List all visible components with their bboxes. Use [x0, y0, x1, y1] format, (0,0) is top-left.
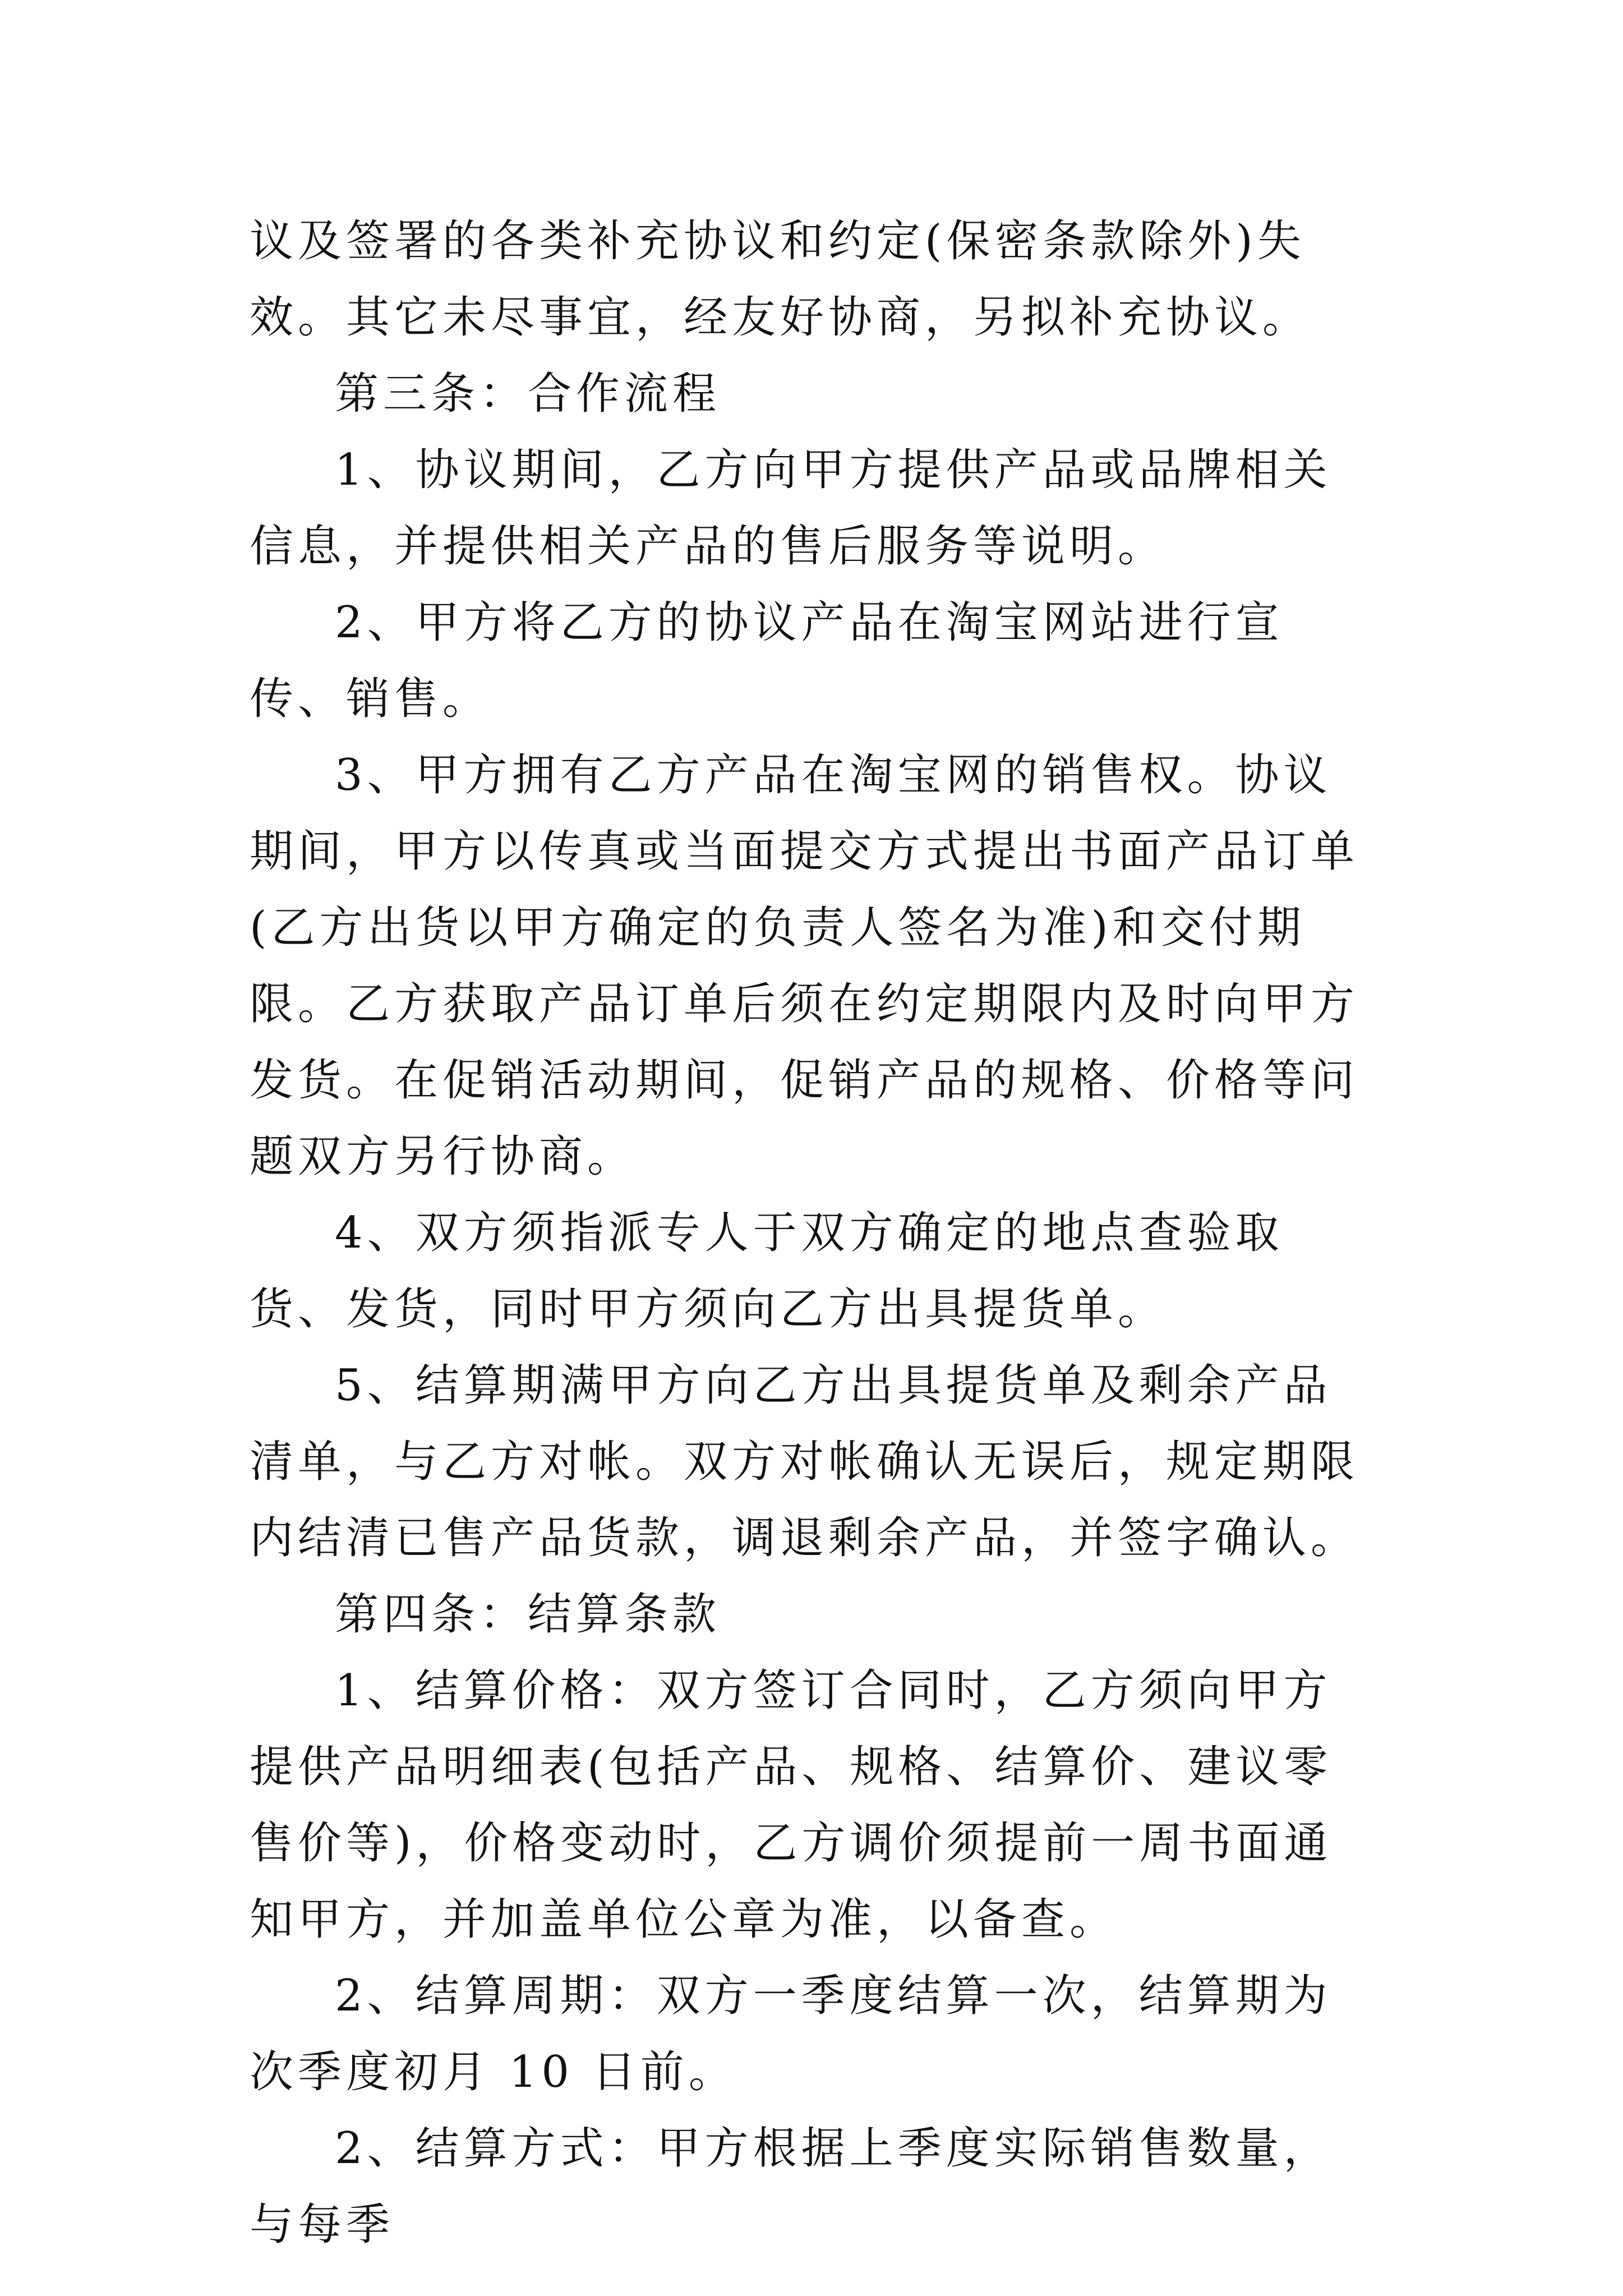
section-heading-article-4: 第四条：结算条款: [335, 1589, 721, 1640]
paragraph-clause-3-5: 5、结算期满甲方向乙方出具提货单及剩余产品清单，与乙方对帐。双方对帐确认无误后，规定期限内结清已售产品货款，调退剩余产品，并签字确认。: [250, 1360, 1359, 1563]
paragraph-continuation: 议及签署的各类补充协议和约定(保密条款除外)失效。其它未尽事宜，经友好协商，另拟补充协议。: [250, 216, 1311, 343]
paragraph-clause-4-2: 2、结算周期：双方一季度结算一次，结算期为次季度初月 10 日前。: [250, 1971, 1332, 2097]
paragraph-clause-3-3: 3、甲方拥有乙方产品在淘宝网的销售权。协议期间，甲方以传真或当面提交方式提出书面产品订单(乙方出货以甲方确定的负责人签名为准)和交付期限。乙方获取产品订单后须在约定期限内及时向甲方发货。在促销活动期间，促销产品的规格、价格等问题双方另行协商。: [250, 750, 1359, 1182]
paragraph-clause-3-4: 4、双方须指派专人于双方确定的地点查验取货、发货，同时甲方须向乙方出具提货单。: [250, 1208, 1284, 1335]
paragraph-clause-4-1: 1、结算价格：双方签订合同时，乙方须向甲方提供产品明细表(包括产品、规格、结算价、建议零售价等)，价格变动时，乙方调价须提前一周书面通知甲方，并加盖单位公章为准，以备查。: [250, 1665, 1332, 1945]
paragraph-clause-4-3: 2、结算方式：甲方根据上季度实际销售数量，与每季: [250, 2123, 1332, 2250]
document-body: [250, 203, 1380, 2263]
paragraph-clause-3-2: 2、甲方将乙方的协议产品在淘宝网站进行宣传、销售。: [250, 597, 1284, 724]
paragraph-clause-3-1: 1、协议期间，乙方向甲方提供产品或品牌相关信息，并提供相关产品的售后服务等说明。: [250, 445, 1332, 572]
section-heading-article-3: 第三条：合作流程: [335, 369, 721, 419]
